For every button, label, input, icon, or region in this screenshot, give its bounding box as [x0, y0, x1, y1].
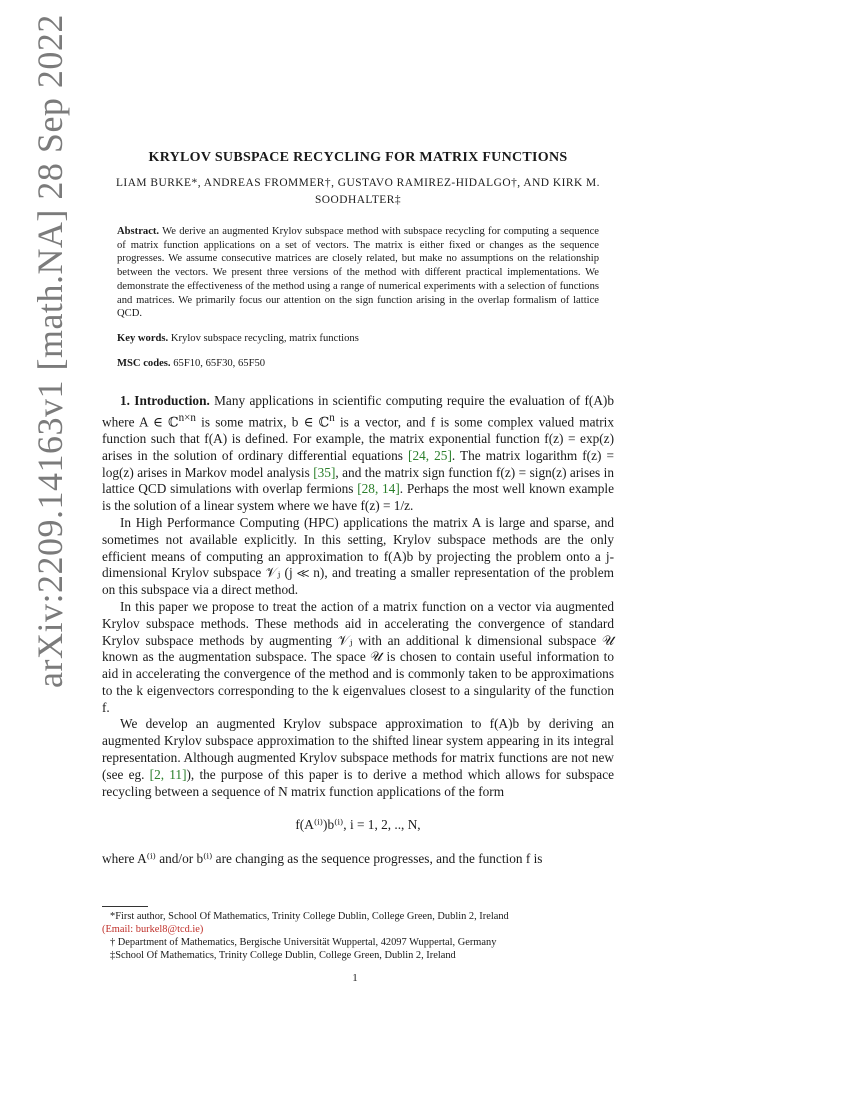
author-list: LIAM BURKE*, ANDREAS FROMMER†, GUSTAVO RAMIREZ-HIDALGO†, AND KIRK M. SOODHALTER‡	[115, 177, 601, 206]
footnote-1: *First author, School Of Mathematics, Trinity College Dublin, College Green, Dublin 2, Ireland	[110, 911, 509, 922]
display-equation: f(A⁽ⁱ⁾)b⁽ⁱ⁾, i = 1, 2, .., N,	[295, 817, 421, 833]
msc-codes	[117, 357, 599, 371]
msc-label: MSC codes.	[117, 357, 171, 369]
citation-link[interactable]: [35]	[313, 464, 336, 480]
footnotes	[102, 910, 614, 962]
section-heading: 1. Introduction.	[120, 392, 210, 408]
abstract-label: Abstract.	[117, 226, 160, 237]
email-link[interactable]: (Email: burkel8@tcd.ie)	[102, 924, 204, 935]
intro-paragraph-1: 1. Introduction. Many applications in scientific computing require the evaluation of f(A)b where A ∈ ℂ$^{n\times n}$ is some matrix, b ∈ ℂ$^n$ is a vector, and f is some complex valued matrix function such that f(A) is defined. For example, the matrix exponential function f(z) = exp(z) arises in the solution of ordinary differential equations [24, 25]. The matrix logarithm f(z) = log(z) arises in Markov model analysis [35], and the matrix sign function f(z) = sign(z) arises in lattice QCD simulations with overlap fermions [28, 14]. Perhaps the most well known example is the solution of a linear system where we have f(z) = 1/z.	[102, 392, 614, 514]
intro-paragraph-4: We develop an augmented Krylov subspace approximation to f(A)b by deriving an augmented Krylov subspace approximation to the shifted linear system appearing in its integral representation. Although augmented Krylov subspace methods for matrix functions are not new (see eg. [2, 11]), the purpose of this paper is to derive a method which allows for subspace recycling between a sequence of N matrix function applications of the form	[102, 716, 614, 799]
keywords-label: Key words.	[117, 332, 169, 344]
keywords	[117, 332, 599, 346]
intro-paragraph-5: where A⁽ⁱ⁾ and/or b⁽ⁱ⁾ are changing as the sequence progresses, and the function f is	[102, 851, 543, 867]
footnote-divider	[102, 906, 148, 907]
citation-link[interactable]: [24, 25]	[408, 447, 452, 463]
msc-text: 65F10, 65F30, 65F50	[173, 357, 266, 369]
abstract	[117, 225, 599, 321]
page-number: 1	[352, 972, 358, 984]
body-text	[102, 393, 614, 868]
intro-paragraph-2: In High Performance Computing (HPC) applications the matrix A is large and sparse, and sometimes not available explicitly. In this setting, Krylov subspace methods are the only efficient means of computing an approximation to f(A)b by projecting the problem onto a j-dimensional Krylov subspace 𝒱ⱼ (j ≪ n), and treating a smaller representation of the problem on this subspace via a direct method.	[102, 514, 614, 598]
footnote-1-email	[102, 923, 614, 936]
citation-link[interactable]: [2, 11]	[149, 766, 187, 782]
intro-paragraph-3: In this paper we propose to treat the action of a matrix function on a vector via augmented Krylov subspace methods. These methods aid in accelerating the convergence of standard Krylov subspace methods by augmenting 𝒱ⱼ with an additional k dimensional subspace 𝒰 known as the augmentation subspace. The space 𝒰 is chosen to contain useful information to aid in accelerating the convergence of the method and is commonly taken to be approximations to the k eigenvectors corresponding to the k eigenvalues closest to a singularity of the function f.	[102, 598, 614, 715]
keywords-text: Krylov subspace recycling, matrix functions	[170, 332, 359, 344]
abstract-text: We derive an augmented Krylov subspace method with subspace recycling for computing a sequence of matrix function applications on a set of vectors. The matrix is either fixed or changes as the sequence progresses. We assume consecutive matrices are closely related, but make no assumptions on the relationship between the vectors. We present three versions of the method with different practical implementations. We demonstrate the effectiveness of the method using a range of numerical experiments with a selection of functions and matrices. We primarily focus our attention on the sign function arising in the overlap formalism of lattice QCD.	[117, 226, 599, 320]
paper-title: KRYLOV SUBSPACE RECYCLING FOR MATRIX FUNCTIONS	[148, 150, 568, 165]
paper-page	[102, 148, 614, 868]
footnote-3: ‡School Of Mathematics, Trinity College Dublin, College Green, Dublin 2, Ireland	[110, 950, 456, 961]
footnote-2: † Department of Mathematics, Bergische Universität Wuppertal, 42097 Wuppertal, Germany	[110, 937, 497, 948]
citation-link[interactable]: [28, 14]	[357, 481, 400, 497]
